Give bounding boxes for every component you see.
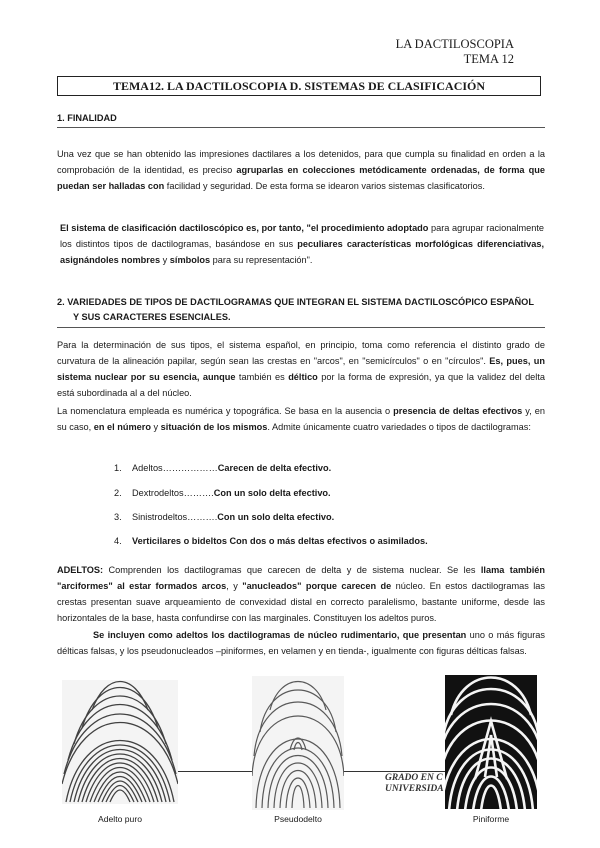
header-title: LA DACTILOSCOPIA [395,37,514,51]
university-stamp: GRADO EN C UNIVERSIDA [385,773,444,794]
list-item: 1. Adeltos………………Carecen de delta efectivo. [114,463,332,473]
section-2-heading-line-1: 2. VARIEDADES DE TIPOS DE DACTILOGRAMAS QUE INTEGRAN EL SISTEMA DACTILOSCÓPICO ESPAÑOL [57,297,534,307]
piniforme-fingerprint-image [445,675,537,809]
section-2-rule [57,327,545,328]
section-2-paragraph-2: La nomenclatura empleada es numérica y topográfica. Se basa en la ausencia o presencia de deltas efectivos y, en su caso, en el número y situación de los mismos. Admite únicamente cuatro variedades o tipos de dactilogramas: [57,406,545,432]
section-2-paragraph-1: Para la determinación de sus tipos, el sistema español, en principio, toma como referencia el distinto grado de curvatura de la alineación papilar, según sean las crestas en "arcos", en "semicírculos" o en "círculos". Es, pues, un sistema nuclear por su esencia, aunque también es déltico por la forma de expresión, ya que la validez del delta está subordinada al a del núcleo. [57,340,546,398]
list-item: 3. Sinistrodeltos……….Con un solo delta efectivo. [114,512,335,522]
section-2-heading-line-2: Y SUS CARACTERES ESENCIALES. [73,312,231,322]
incluyen-paragraph: Se incluyen como adeltos los dactilogramas de núcleo rudimentario, que presentan uno o más figuras délticas falsas, y los pseudonucleados –piniformes, en velamen y en tienda-, igualmente con figuras délticas falsas. [57,630,545,656]
section-1-paragraph-1: Una vez que se han obtenido las impresiones dactilares a los detenidos, para que cumpla su finalidad en orden a la comprobación de la identidad, es preciso agruparlas en colecciones metódicamente ordenadas, de forma que puedan ser halladas con facilidad y seguridad. De esta forma se idearon varios sistemas clasificatorios. [57,149,545,191]
header-subtitle: TEMA 12 [463,52,514,66]
list-item: 4. Verticilares o bideltos Con dos o más deltas efectivos o asimilados. [114,536,428,546]
list-item: 2. Dextrodeltos……….Con un solo delta efectivo. [114,488,331,498]
section-1-rule [57,127,545,128]
adelto-puro-fingerprint-image [62,680,178,804]
section-1-paragraph-2: El sistema de clasificación dactiloscópico es, por tanto, "el procedimiento adoptado para agrupar racionalmente los distintos tipos de dactilogramas, basándose en sus peculiares características morfológicas diferenciativas, asignándoles nombres y símbolos para su representación". [60,223,545,265]
document-title: TEMA12. LA DACTILOSCOPIA D. SISTEMAS DE CLASIFICACIÓN [57,76,541,96]
caption-adelto-puro: Adelto puro [98,814,142,824]
caption-piniforme: Piniforme [472,814,510,824]
header [396,37,514,67]
section-1-heading: 1. FINALIDAD [57,113,117,123]
caption-pseudodelto: Pseudodelto [274,814,322,824]
pseudodelto-fingerprint-image [252,676,344,810]
adeltos-paragraph: ADELTOS: Comprenden los dactilogramas que carecen de delta y de sistema nuclear. Se les llama también "arciformes" al estar formados arcos, y "anucleados" porque carecen de núcleo. En estos dactilogramas las crestas presentan suave arqueamiento de convexidad distal en correcto paralelismo, bastante uniforme, desde las horizontales de la base, hasta confundirse con las marginales. Constituyen los adeltos puros. [57,565,545,623]
section-2-heading [57,295,547,325]
